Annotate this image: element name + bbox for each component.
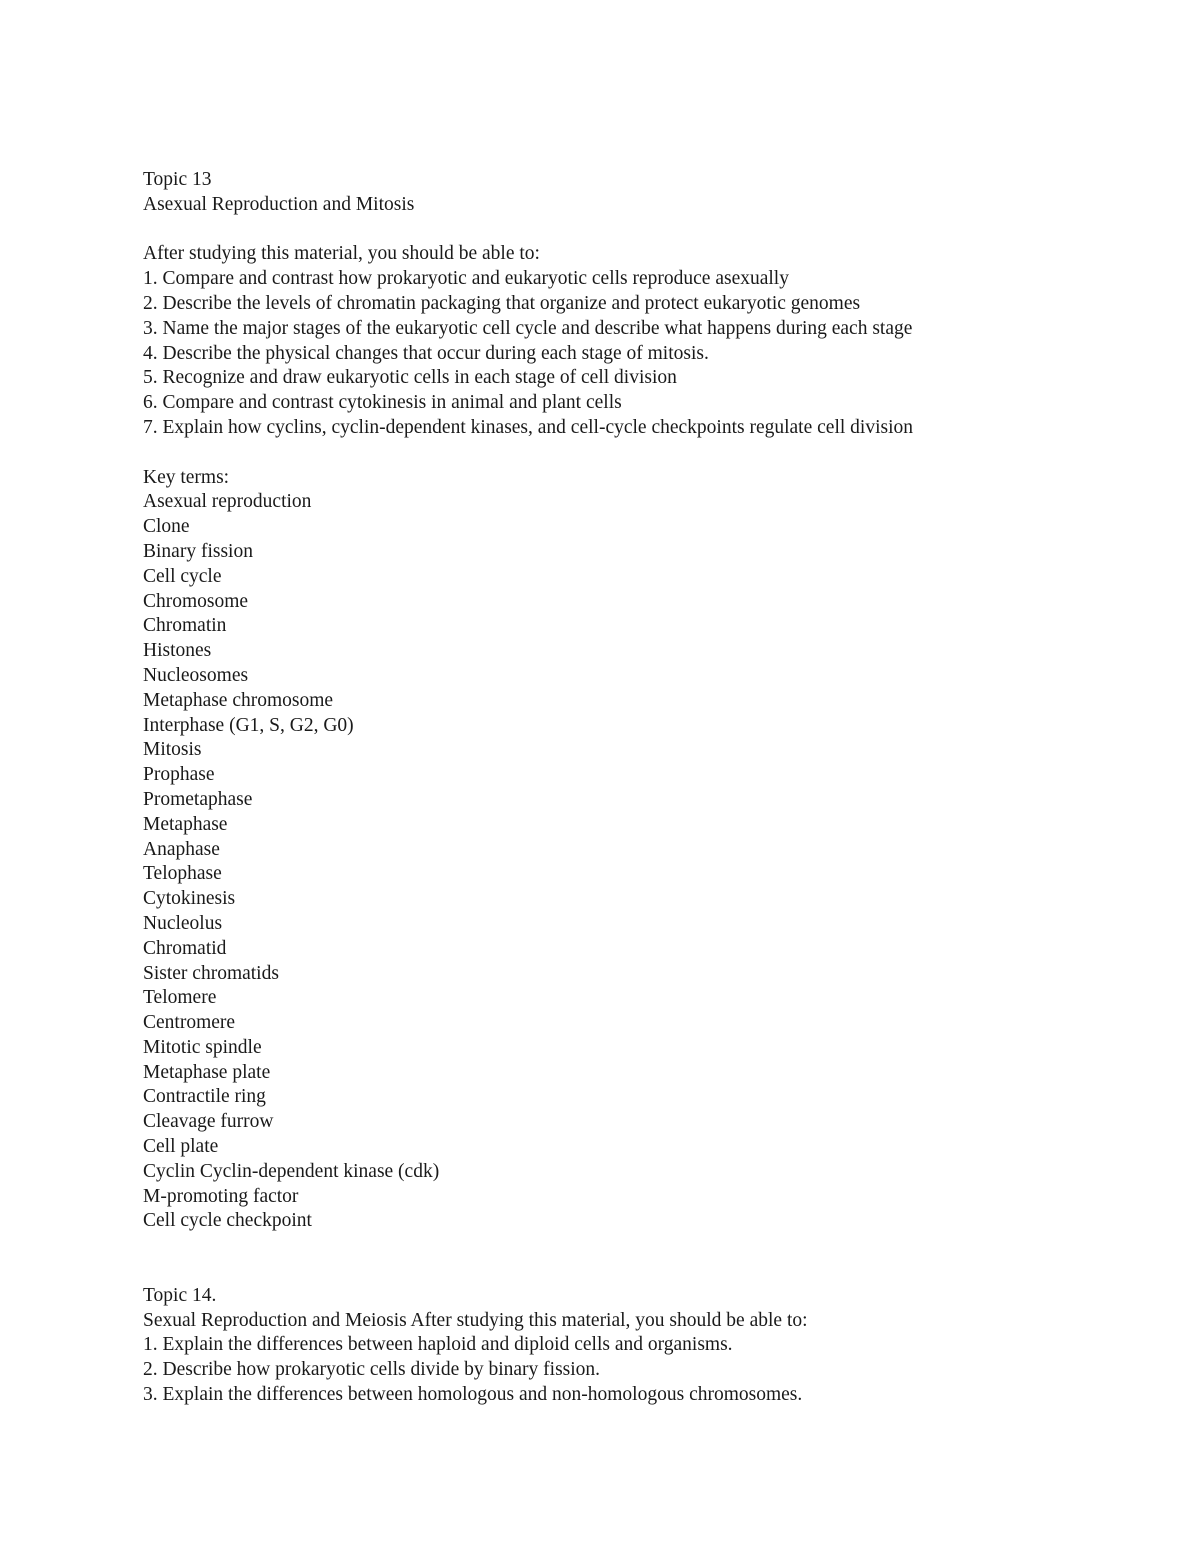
key-term: Chromatin (143, 615, 227, 637)
key-terms-heading: Key terms: (143, 466, 230, 488)
topic13-title: Topic 13 (143, 169, 212, 190)
objective-item: 7. Explain how cyclins, cyclin-dependent kinases, and cell-cycle checkpoints regulate cell division (143, 416, 913, 438)
key-term: Nucleosomes (143, 664, 249, 686)
key-term: Sister chromatids (143, 962, 279, 984)
key-term: Asexual reproduction (143, 491, 312, 513)
key-term: Cell cycle (143, 565, 222, 587)
objective-item: 2. Describe how prokaryotic cells divide by binary fission. (143, 1359, 601, 1381)
key-term: Clone (143, 516, 190, 538)
key-term: Histones (143, 640, 212, 662)
topic14-title: Topic 14. (143, 1284, 217, 1306)
key-term: Cleavage furrow (143, 1111, 274, 1133)
topic14-objectives-list (143, 1333, 1143, 1407)
spacer (143, 441, 1143, 466)
key-term: Prophase (143, 764, 215, 786)
spacer (143, 1234, 1143, 1284)
key-term: Prometaphase (143, 788, 253, 810)
topic13-objectives-list (143, 267, 1143, 441)
key-term: M-promoting factor (143, 1185, 299, 1207)
key-term: Telomere (143, 987, 217, 1009)
topic13-intro: After studying this material, you should be able to: (143, 243, 540, 265)
key-term: Mitosis (143, 739, 202, 761)
objective-item: 4. Describe the physical changes that occur during each stage of mitosis. (143, 342, 709, 364)
objective-item: 3. Explain the differences between homologous and non-homologous chromosomes. (143, 1384, 803, 1406)
key-terms-list (143, 490, 1143, 1234)
key-term: Cytokinesis (143, 888, 236, 910)
topic14-subtitle-intro: Sexual Reproduction and Meiosis After studying this material, you should be able to: (143, 1309, 808, 1331)
key-term: Anaphase (143, 838, 220, 860)
key-term: Nucleolus (143, 912, 223, 934)
objective-item: 6. Compare and contrast cytokinesis in animal and plant cells (143, 392, 622, 414)
document-body (143, 168, 1143, 1408)
key-term: Contractile ring (143, 1086, 266, 1108)
objective-item: 1. Explain the differences between haploid and diploid cells and organisms. (143, 1334, 733, 1356)
objective-item: 2. Describe the levels of chromatin packaging that organize and protect eukaryotic genomes (143, 292, 861, 314)
key-term: Mitotic spindle (143, 1036, 262, 1058)
key-term: Chromosome (143, 590, 249, 612)
objective-item: 5. Recognize and draw eukaryotic cells in each stage of cell division (143, 367, 677, 389)
key-term: Centromere (143, 1012, 236, 1034)
key-term: Interphase (G1, S, G2, G0) (143, 714, 354, 736)
key-term: Metaphase plate (143, 1061, 271, 1083)
key-term: Cyclin Cyclin-dependent kinase (cdk) (143, 1160, 440, 1182)
key-term: Cell cycle checkpoint (143, 1210, 312, 1232)
objective-item: 3. Name the major stages of the eukaryotic cell cycle and describe what happens during each stage (143, 317, 913, 339)
topic13-subtitle: Asexual Reproduction and Mitosis (143, 193, 415, 215)
key-term: Cell plate (143, 1136, 219, 1158)
key-term: Metaphase (143, 813, 228, 835)
key-term: Telophase (143, 863, 222, 885)
key-term: Chromatid (143, 937, 227, 959)
objective-item: 1. Compare and contrast how prokaryotic and eukaryotic cells reproduce asexually (143, 268, 789, 290)
key-term: Binary fission (143, 540, 253, 562)
spacer (143, 218, 1143, 243)
key-term: Metaphase chromosome (143, 689, 334, 711)
